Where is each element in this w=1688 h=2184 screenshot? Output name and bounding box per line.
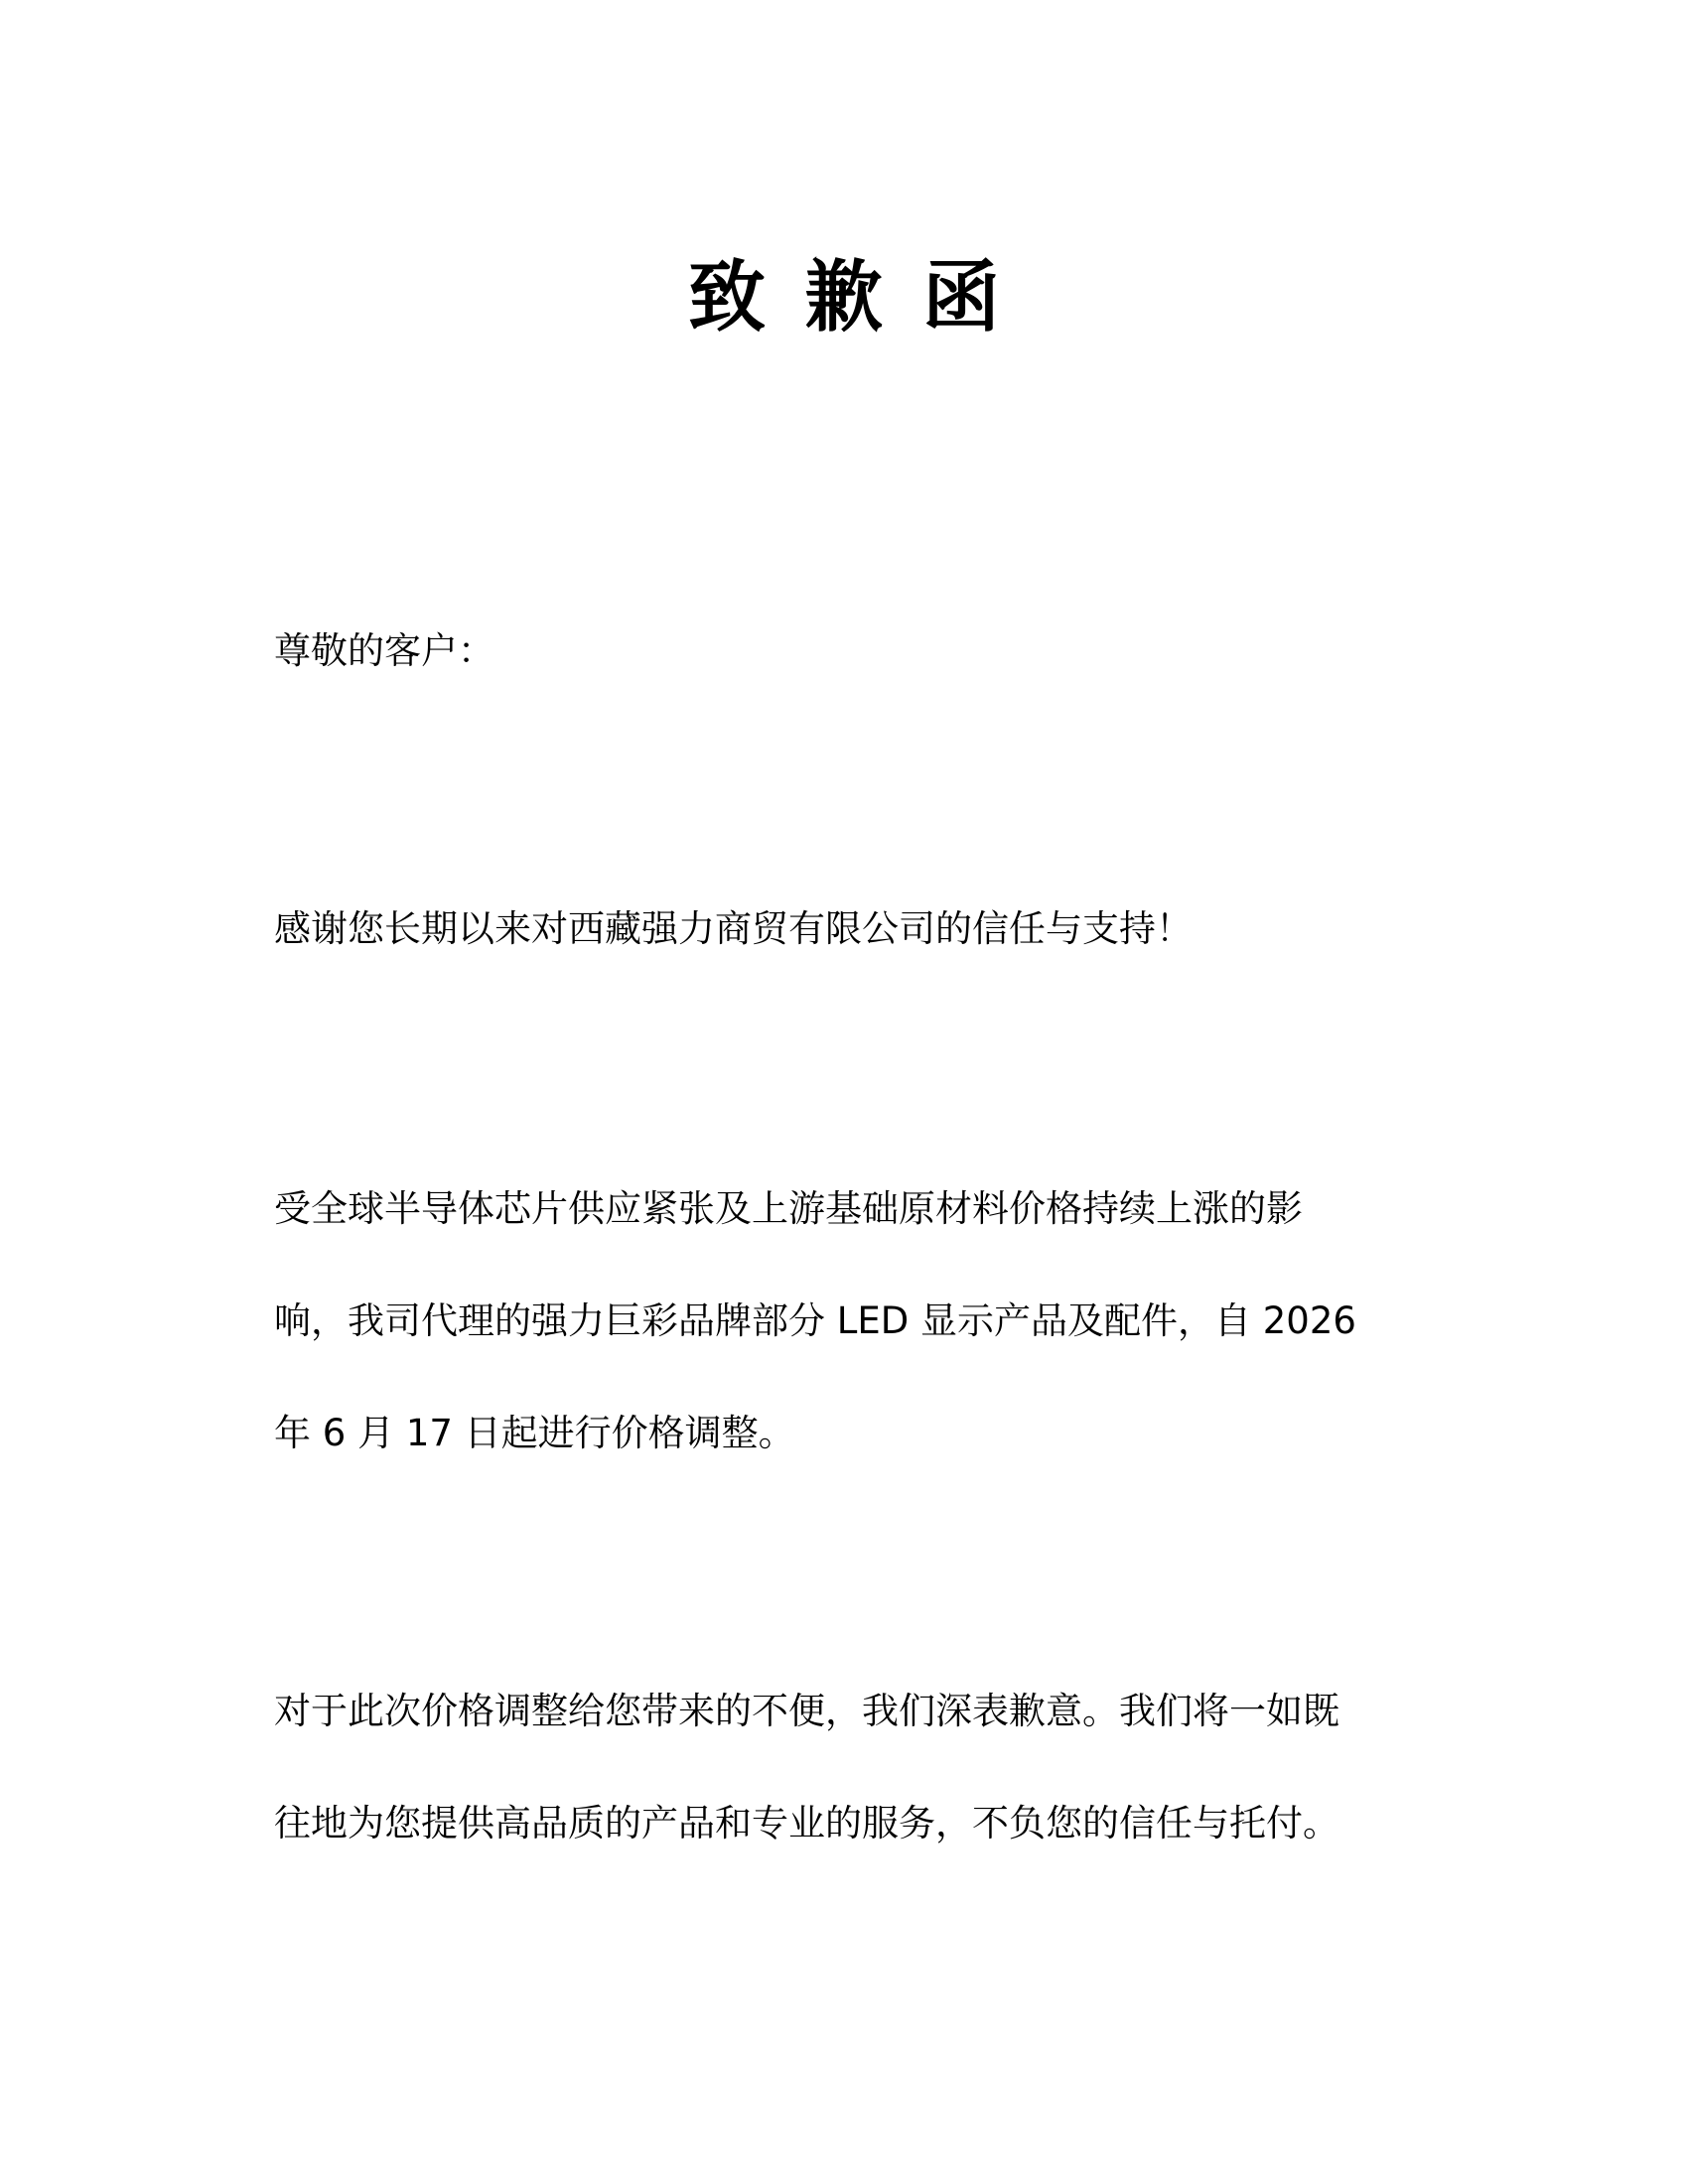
paragraph-line: 感谢您长期以来对西藏强力商贸有限公司的信任与支持！ [274, 907, 1193, 950]
paragraph-line: 响，我司代理的强力巨彩品牌部分 LED 显示产品及配件，自 2026 [274, 1299, 1356, 1342]
paragraph-line: 往地为您提供高品质的产品和专业的服务，不负您的信任与托付。 [274, 1802, 1339, 1844]
letter-title: 致歉函 [687, 252, 1040, 342]
paragraph-apology [274, 1684, 1426, 1851]
paragraph-line: 受全球半导体芯片供应紧张及上游基础原材料价格持续上涨的影 [274, 1187, 1303, 1230]
paragraph-price-adjustment [274, 1181, 1426, 1461]
greeting: 尊敬的客户： [274, 629, 494, 672]
paragraph-line: 对于此次价格调整给您带来的不便，我们深表歉意。我们将一如既 [274, 1690, 1339, 1732]
paragraph-line: 年 6 月 17 日起进行价格调整。 [274, 1412, 795, 1454]
paragraph-thanks [274, 901, 1426, 957]
